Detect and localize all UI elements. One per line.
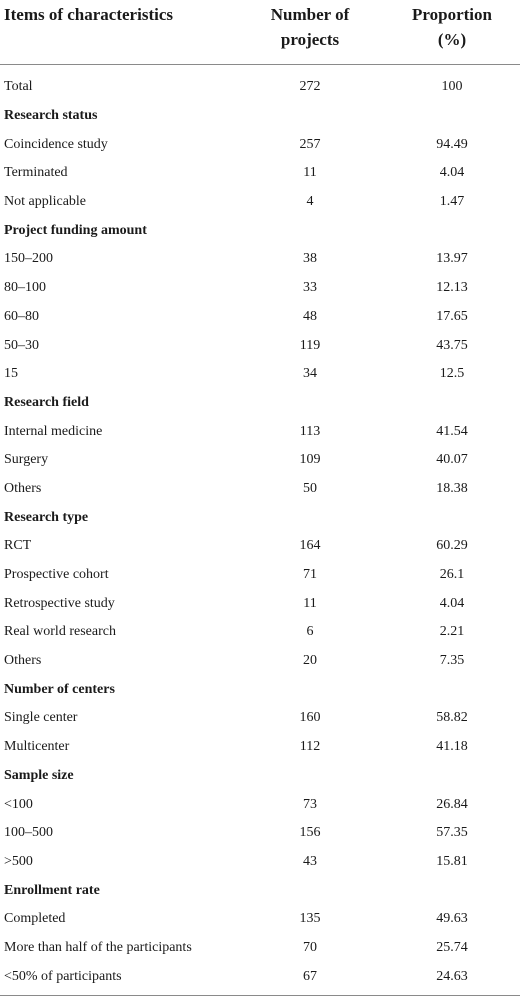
row-label: 80–100 <box>4 280 46 296</box>
table-row <box>0 331 520 360</box>
table-row <box>0 819 520 848</box>
header-number-of-projects <box>236 0 384 65</box>
table-row <box>0 245 520 274</box>
table-row <box>0 905 520 934</box>
row-number-of-projects: 135 <box>299 911 321 927</box>
table-row <box>0 188 520 217</box>
header-col3-line1: Proportion <box>412 5 492 24</box>
table-header <box>0 0 520 65</box>
row-number-of-projects: 112 <box>299 739 321 755</box>
table-row <box>0 475 520 504</box>
section-header-row <box>0 102 520 131</box>
row-number-of-projects: 73 <box>303 796 317 812</box>
row-number-of-projects: 164 <box>299 538 321 554</box>
row-label: Surgery <box>4 452 49 468</box>
row-number-of-projects: 50 <box>303 480 317 496</box>
row-number-of-projects: 11 <box>303 165 317 181</box>
section-header-row <box>0 762 520 791</box>
row-proportion: 57.35 <box>436 825 468 841</box>
row-proportion: 4.04 <box>439 595 465 611</box>
row-number-of-projects: 43 <box>303 853 317 869</box>
table-row <box>0 561 520 590</box>
table-row <box>0 532 520 561</box>
row-number-of-projects: 6 <box>306 624 314 640</box>
section-header-row <box>0 216 520 245</box>
row-number-of-projects: 20 <box>303 653 317 669</box>
row-number-of-projects: 71 <box>303 567 317 583</box>
row-number-of-projects: 160 <box>299 710 321 726</box>
row-proportion: 100 <box>441 79 463 95</box>
row-proportion: 43.75 <box>436 337 468 353</box>
row-proportion: 26.84 <box>436 796 468 812</box>
section-header-row <box>0 389 520 418</box>
row-proportion: 24.63 <box>384 962 520 995</box>
row-proportion: 17.65 <box>436 308 468 324</box>
section-title: Project funding amount <box>4 222 147 238</box>
section-title: Research status <box>4 108 98 124</box>
row-label: Prospective cohort <box>4 567 109 583</box>
header-col2-line1: Number of <box>270 5 350 24</box>
row-number-of-projects: 156 <box>299 825 321 841</box>
row-number-of-projects: 33 <box>303 280 317 296</box>
table-row <box>0 647 520 676</box>
section-title: Enrollment rate <box>4 882 100 898</box>
row-label: <50% of participants <box>0 962 236 995</box>
row-number-of-projects: 257 <box>299 136 321 152</box>
row-proportion: 58.82 <box>436 710 468 726</box>
row-label: Single center <box>4 710 78 726</box>
row-number-of-projects: 38 <box>303 251 317 267</box>
row-proportion: 40.07 <box>436 452 468 468</box>
header-col1-text: Items of characteristics <box>4 5 173 24</box>
header-row <box>0 0 520 65</box>
row-label: Terminated <box>4 165 68 181</box>
section-title: Research field <box>4 394 89 410</box>
row-proportion: 12.5 <box>439 366 465 382</box>
row-proportion: 15.81 <box>436 853 468 869</box>
row-proportion: 18.38 <box>436 480 468 496</box>
table-body <box>0 65 520 996</box>
row-number-of-projects: 70 <box>303 939 317 955</box>
row-label: Coincidence study <box>4 136 108 152</box>
header-col2-line2: projects <box>280 30 340 49</box>
row-label: 150–200 <box>4 251 53 267</box>
table-row <box>0 733 520 762</box>
row-label: Others <box>4 480 42 496</box>
row-proportion: 41.54 <box>436 423 468 439</box>
row-label: 15 <box>4 366 18 382</box>
table-row <box>0 360 520 389</box>
row-label: More than half of the participants <box>4 939 192 955</box>
row-proportion: 26.1 <box>439 567 465 583</box>
row-number-of-projects: 119 <box>299 337 321 353</box>
table-row <box>0 417 520 446</box>
row-proportion: 94.49 <box>436 136 468 152</box>
row-number-of-projects: 11 <box>303 595 317 611</box>
header-items-of-characteristics <box>0 0 236 65</box>
row-proportion: 7.35 <box>439 653 465 669</box>
section-header-row <box>0 675 520 704</box>
table-row <box>0 962 520 995</box>
row-label: 50–30 <box>4 337 39 353</box>
section-header-row <box>0 876 520 905</box>
row-number-of-projects: 48 <box>303 308 317 324</box>
row-label: 60–80 <box>4 308 39 324</box>
row-label: Total <box>4 79 33 95</box>
row-label: RCT <box>4 538 32 554</box>
table-row <box>0 159 520 188</box>
table-row <box>0 790 520 819</box>
table-row <box>0 130 520 159</box>
row-number-of-projects: 272 <box>299 79 321 95</box>
table-row <box>0 274 520 303</box>
table-row <box>0 934 520 963</box>
row-proportion: 2.21 <box>439 624 465 640</box>
section-title: Number of centers <box>4 681 115 697</box>
row-number-of-projects: 34 <box>303 366 317 382</box>
row-label: >500 <box>4 853 33 869</box>
row-proportion: 12.13 <box>436 280 468 296</box>
row-label: Real world research <box>4 624 116 640</box>
row-label: <100 <box>4 796 33 812</box>
table-row <box>0 303 520 332</box>
table-row <box>0 848 520 877</box>
row-proportion: 4.04 <box>439 165 465 181</box>
row-proportion: 60.29 <box>436 538 468 554</box>
section-header-row <box>0 503 520 532</box>
row-label: Retrospective study <box>4 595 115 611</box>
table-row <box>0 618 520 647</box>
table-row <box>0 65 520 102</box>
row-proportion: 41.18 <box>436 739 468 755</box>
header-proportion <box>384 0 520 65</box>
row-label: Not applicable <box>4 194 87 210</box>
row-proportion: 25.74 <box>436 939 468 955</box>
row-proportion: 49.63 <box>436 911 468 927</box>
row-number-of-projects: 109 <box>299 452 321 468</box>
row-label: Others <box>4 653 42 669</box>
section-title: Research type <box>4 509 89 525</box>
row-proportion: 1.47 <box>439 194 465 210</box>
row-label: Multicenter <box>4 739 70 755</box>
row-number-of-projects: 113 <box>299 423 321 439</box>
row-proportion: 13.97 <box>436 251 468 267</box>
table-row <box>0 589 520 618</box>
row-number-of-projects: 67 <box>236 962 384 995</box>
row-number-of-projects: 4 <box>306 194 314 210</box>
table-row <box>0 446 520 475</box>
row-label: 100–500 <box>4 825 53 841</box>
header-col3-line2: (%) <box>437 30 467 49</box>
section-title: Sample size <box>4 767 74 783</box>
row-label: Completed <box>4 911 66 927</box>
row-label: Internal medicine <box>4 423 103 439</box>
table-row <box>0 704 520 733</box>
